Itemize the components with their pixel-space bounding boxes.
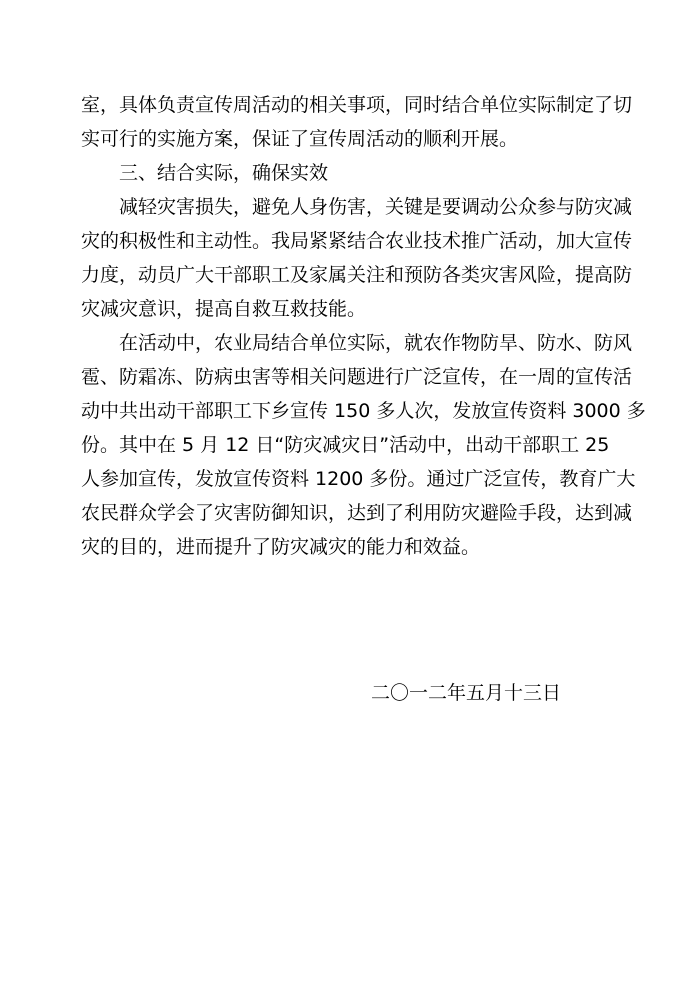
paragraph-line: 动中共出动干部职工下乡宣传 150 多人次，发放宣传资料 3000 多 (81, 400, 646, 422)
paragraph-line: 人参加宣传，发放宣传资料 1200 多份。通过广泛宣传，教育广大 (81, 468, 636, 490)
paragraph-line: 雹、防霜冻、防病虫害等相关问题进行广泛宣传，在一周的宣传活 (81, 366, 633, 388)
paragraph-line: 在活动中，农业局结合单位实际，就农作物防旱、防水、防风 (119, 332, 633, 354)
paragraph-line: 减轻灾害损失，避免人身伤害，关键是要调动公众参与防灾减 (119, 196, 633, 218)
paragraph-line: 农民群众学会了灾害防御知识，达到了利用防灾避险手段，达到减 (81, 502, 633, 524)
section-heading: 三、结合实际，确保实效 (119, 162, 329, 184)
paragraph-line: 份。其中在 5 月 12 日“防灾减灾日”活动中，出动干部职工 25 (81, 434, 610, 456)
paragraph-line: 实可行的实施方案，保证了宣传周活动的顺利开展。 (81, 128, 519, 150)
body-text (81, 88, 646, 564)
paragraph-line: 灾的积极性和主动性。我局紧紧结合农业技术推广活动，加大宣传 (81, 230, 633, 252)
paragraph-line: 灾减灾意识，提高自救互救技能。 (81, 298, 367, 320)
document-date: 二〇一二年五月十三日 (371, 682, 562, 704)
paragraph-line: 力度，动员广大干部职工及家属关注和预防各类灾害风险，提高防 (81, 264, 633, 286)
paragraph-line: 灾的目的，进而提升了防灾减灾的能力和效益。 (81, 536, 481, 558)
paragraph-line: 室，具体负责宣传周活动的相关事项，同时结合单位实际制定了切 (81, 94, 633, 116)
